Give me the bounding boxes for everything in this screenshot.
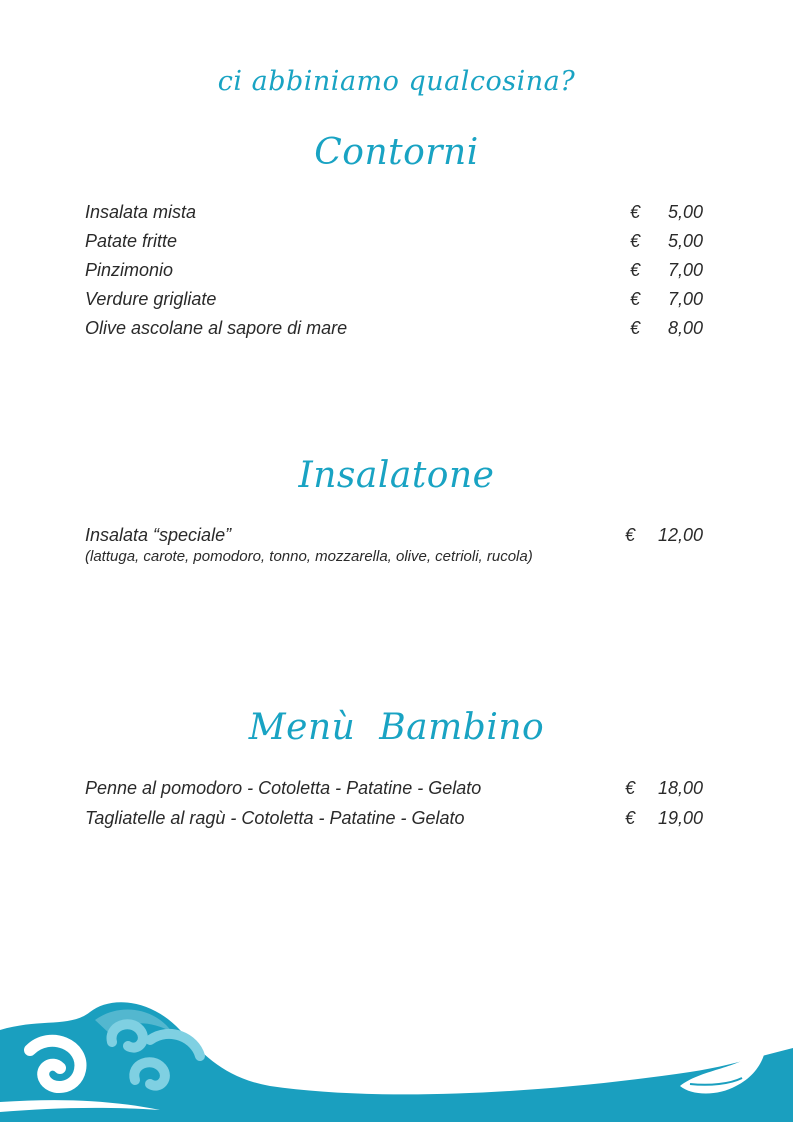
menu-item (85, 227, 703, 256)
sea-waves-footer (0, 990, 793, 1122)
item-price: 8,00 (667, 318, 703, 338)
item-price: 18,00 (657, 778, 703, 798)
currency-symbol: € (624, 778, 635, 798)
menu-item (85, 773, 703, 803)
section-title-menu-bambino: Menù Bambino (248, 707, 545, 748)
currency-symbol: € (629, 202, 640, 222)
currency-symbol: € (624, 525, 635, 545)
currency-symbol: € (629, 289, 640, 309)
menu-item (85, 803, 703, 833)
item-ingredients-note: (lattuga, carote, pomodoro, tonno, mozzarella, olive, cetrioli, rucola) (85, 548, 533, 565)
item-name: Olive ascolane al sapore di mare (85, 318, 348, 338)
menu-item (85, 198, 703, 227)
section-title-insalatone: Insalatone (298, 455, 495, 496)
contorni-list (85, 198, 703, 343)
item-name: Penne al pomodoro - Cotoletta - Patatine - Gelato (85, 778, 482, 798)
item-price: 12,00 (657, 525, 703, 545)
item-price: 5,00 (667, 202, 703, 222)
section-title-contorni: Contorni (314, 132, 479, 173)
item-name: Insalata “speciale” (85, 525, 232, 545)
item-name: Pinzimonio (85, 260, 174, 280)
item-price: 19,00 (657, 808, 703, 828)
item-price: 7,00 (667, 289, 703, 309)
item-price: 5,00 (667, 231, 703, 251)
insalatone-list (85, 521, 703, 567)
item-price: 7,00 (667, 260, 703, 280)
menu-item (85, 521, 703, 550)
bambino-list (85, 773, 703, 833)
menu-item (85, 285, 703, 314)
menu-item (85, 256, 703, 285)
currency-symbol: € (629, 260, 640, 280)
currency-symbol: € (624, 808, 635, 828)
item-name: Patate fritte (85, 231, 178, 251)
item-name: Insalata mista (85, 202, 197, 222)
item-name: Verdure grigliate (85, 289, 217, 309)
currency-symbol: € (629, 231, 640, 251)
menu-item (85, 314, 703, 343)
item-name: Tagliatelle al ragù - Cotoletta - Patatine - Gelato (85, 808, 465, 828)
menu-subtitle: ci abbiniamo qualcosina? (217, 66, 576, 97)
currency-symbol: € (629, 318, 640, 338)
